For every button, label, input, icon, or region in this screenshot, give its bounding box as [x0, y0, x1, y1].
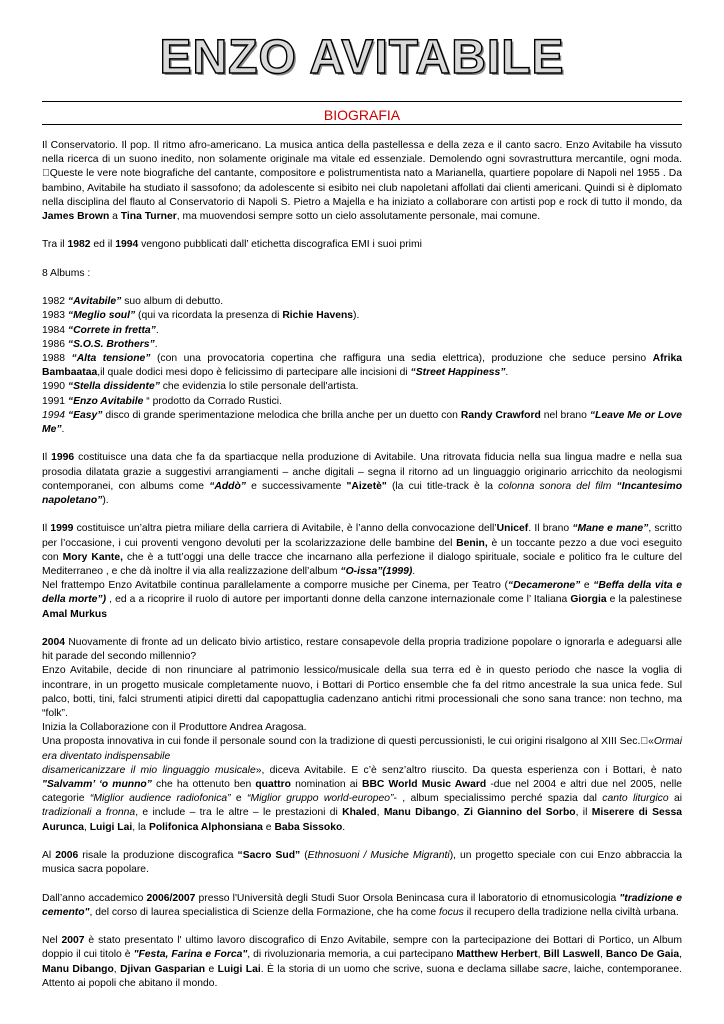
paragraph-2004: 2004 Nuovamente di fronte ad un delicato bivio artistico, restare consapevole della propria tradizione popolare o ignorarla e adeguarsi alle hit parade del secondo millennio? — [42, 637, 682, 663]
paragraph-2006: Al 2006 risale la produzione discografica “Sacro Sud” (Ethnosuoni / Musiche Migranti), un progetto speciale con cui Enzo abbraccia la musica sacra popolare. — [42, 850, 682, 876]
album-1982: 1982 “Avitabile” suo album di debutto. — [42, 296, 224, 308]
paragraph-2007: Nel 2007 è stato presentato l' ultimo lavoro discografico di Enzo Avitabile, sempre con la partecipazione dei Bottari di Portico, un Album doppio il cui titolo è "Festa, Farina e Forca", di rivoluzionaria memoria, a cui partecipano Matthew Herbert, Bill Laswell, Banco De Gaia, Manu Dibango, Djivan Gasparian e Luigi Lai. È la storia di un uomo che scrive, suona e declama sillabe sacre, laiche, contemporanee. Attento ai popoli che abitano il mondo. — [42, 935, 683, 989]
album-1984: 1984 “Correte in fretta”. — [42, 324, 159, 336]
album-1983: 1983 “Meglio soul” (qui va ricordata la presenza di Richie Havens). — [42, 310, 360, 322]
page-subtitle: BIOGRAFIA — [323, 107, 401, 123]
paragraph-2004-proposta: Una proposta innovativa in cui fonde il personale sound con la tradizione di questi percussionisti, le cui origini risalgono al XIII Sec. «Ormai era diventato indispensabile — [42, 736, 682, 762]
album-1990: 1990 “Stella dissidente” che evidenzia lo stile personale dell'artista. — [42, 381, 359, 393]
paragraph-university: Dall’anno accademico 2006/2007 presso l'Università degli Studi Suor Orsola Benincasa cura il laboratorio di etnomusicologia "tradizione e cemento", del corso di laurea specialistica di Scienze della Formazione, che ha come focus il recupero della tradizione nella civiltà urbana. — [42, 892, 682, 918]
bottom-divider — [42, 124, 682, 125]
albums-heading: 8 Albums : — [42, 267, 91, 279]
paragraph-cinema: Nel frattempo Enzo Avitatbile continua parallelamente a comporre musiche per Cinema, per Teatro (“Decamerone” e “Beffa della vita e della morte”) , ed a a ricoprire il ruolo di autore per importanti donne della canzone internazionale come l’ Italiana Giorgia e la palestinese Amal Murkus — [42, 580, 682, 620]
biography-body — [42, 139, 682, 991]
paragraph-intro: Il Conservatorio. Il pop. Il ritmo afro-americano. La musica antica della pastellessa e della zeza e il canto sacro. Enzo Avitabile ha vissuto nella ricerca di un suono inedito, non solamente originale ma vitale ed essenziale. Demolendo ogni sovrastruttura mercantile, ogni moda. Queste le vere note biografiche del cantante, compositore e polistrumentista nato a Marianella, quartiere popolare di Napoli nel 1955 . Da bambino, Avitabile ha studiato il sassofono; da adolescente si esibito nei club napoletani affollati dai clienti americani. Quindi si è diplomato nella disciplina del flauto al Conservatorio di Napoli S. Pietro a Majella e ha iniziato a collaborare con artisti pop e rock di tutto il mondo, da James Brown a Tina Turner, ma muovendosi sempre sotto un cielo assolutamente personale, mai comune. — [42, 140, 682, 223]
top-divider — [42, 101, 682, 102]
paragraph-1999: Il 1999 costituisce un’altra pietra miliare della carriera di Avitabile, è l’anno della convocazione dell’Unicef. Il brano “Mane e mane”, scritto per l’occasione, i cui proventi vengono devoluti per la scolarizzazione delle bambine del Benin, è un toccante pezzo a due voci eseguito con Mory Kante, che è a tutt’oggi una delle tracce che incarnano alla perfezione il dialogo spirituale, sociale e politico fra le culture del Mediterraneo , e che dà inoltre il via alla realizzazione dell’album “O-issa”(1999). — [42, 523, 682, 578]
paragraph-2004-salvamm: disamericanizzare il mio linguaggio musicale», diceva Avitabile. E c’è senz’altro riuscito. Da questa esperienza con i Bottari, è nato "Salvamm’ ‘o munno” che ha ottenuto ben quattro nomination ai BBC World Music Award -due nel 2004 e altri due nel 2005, nelle categorie “Miglior audience radiofonica” e “Miglior gruppo world-europeo”- , album specialissimo perché spazia dal canto liturgico ai tradizionali a fronna, e include – tra le altre – le prestazioni di Khaled, Manu Dibango, Zi Giannino del Sorbo, il Miserere di Sessa Aurunca, Luigi Lai, la Polifonica Alphonsiana e Baba Sissoko. — [42, 764, 683, 833]
album-1991: 1991 “Enzo Avitabile “ prodotto da Corrado Rustici. — [42, 395, 282, 407]
album-1994: 1994 “Easy” disco di grande sperimentazione melodica che brilla anche per un duetto con Randy Crawford nel brano “Leave Me or Love Me”. — [42, 409, 683, 436]
paragraph-2004-aragosa: Inizia la Collaborazione con il Produttore Andrea Aragosa. — [42, 722, 307, 734]
paragraph-2004-bottari: Enzo Avitabile, decide di non rinunciare al patrimonio lessico/musicale della sua terra ed è in questo periodo che nasce la voglia di incontrare, in un progetto musicale completamente nuovo, i Bottari di Portico ensemble che fa del ritmo ancestrale la sua unica fede. Sul palco, botti, tini, falci strumenti atipici diretti dal capopattuglia cadenzano antichi ritmi processionali che sono sana trance: non techno, ma “folk”. — [42, 665, 682, 720]
album-1988: 1988 “Alta tensione” (con una provocatoria copertina che raffigura una sedia elettrica), produzione che seduce persino Afrika Bambaataa,il quale dodici mesi dopo è felicissimo di partecipare alle incisioni di “Street Happiness”. — [42, 353, 682, 379]
album-1986: 1986 “S.O.S. Brothers”. — [42, 338, 158, 350]
paragraph-1996: Il 1996 costituisce una data che fa da spartiacque nella produzione di Avitabile. Una ritrovata fiducia nella sua lingua madre e nella sua prosodia dilatata grazie a suggestivi arrangiamenti – anche digitali – segna il ritorno ad un linguaggio originario arricchito da neologismi contemporanei, con albums come “Addò” e successivamente "Aizetè" (la cui title-track è la colonna sonora del film “Incantesimo napoletano”). — [42, 452, 683, 507]
paragraph-emi: Tra il 1982 ed il 1994 vengono pubblicati dall’ etichetta discografica EMI i suoi primi — [42, 239, 422, 251]
page-title: ENZO AVITABILE — [159, 31, 565, 84]
